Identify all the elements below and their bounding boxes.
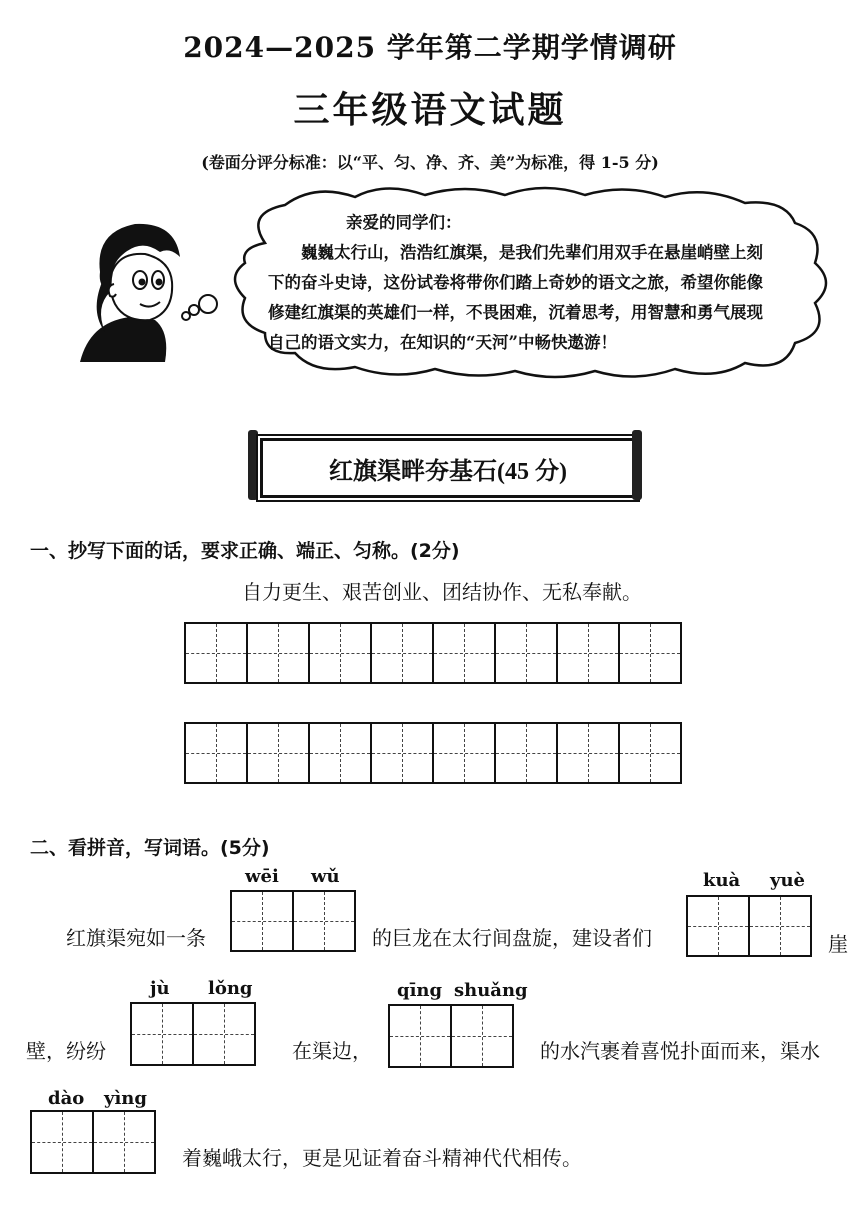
answer-box-kua-yue[interactable] (686, 895, 812, 957)
writing-cell[interactable] (556, 622, 620, 684)
writing-cell[interactable] (494, 722, 558, 784)
pinyin-long: lǒng (208, 978, 253, 999)
copy-sentence: 自力更生、艰苦创业、团结协作、无私奉献。 (242, 580, 642, 604)
writing-cell[interactable] (92, 1110, 156, 1174)
passage-text-6: 的水汽裹着喜悦扑面而来，渠水 (540, 1039, 820, 1063)
pinyin-ying: yìng (104, 1088, 147, 1109)
answer-box-wei-wu[interactable] (230, 890, 356, 952)
question-1-title: 一、抄写下面的话，要求正确、端正、匀称。(2分) (30, 540, 460, 562)
writing-cell[interactable] (686, 895, 750, 957)
writing-cell[interactable] (618, 722, 682, 784)
writing-cell[interactable] (450, 1004, 514, 1068)
passage-text-3: 崖 (828, 932, 848, 956)
pinyin-ju: jù (150, 978, 170, 999)
passage-text-7: 着巍峨太行，更是见证着奋斗精神代代相传。 (182, 1146, 582, 1170)
writing-cell[interactable] (246, 622, 310, 684)
question-2-title: 二、看拼音，写词语。(5分) (30, 837, 270, 859)
writing-cell[interactable] (388, 1004, 452, 1068)
pinyin-wu: wǔ (311, 866, 340, 887)
writing-grid-row-1[interactable] (184, 622, 682, 684)
pinyin-dao: dào (48, 1088, 85, 1109)
writing-cell[interactable] (432, 722, 496, 784)
cloud-message (268, 208, 778, 358)
cloud-body: 巍巍太行山，浩浩红旗渠，是我们先辈们用双手在悬崖峭壁上刻下的奋斗史诗，这份试卷将带你们踏上奇妙的语文之旅，希望你能像修建红旗渠的英雄们一样，不畏困难，沉着思考，用智慧和勇气展现自己的语文实力，在知识的“天河”中畅快遨游！ (268, 243, 763, 352)
pinyin-shuang: shuǎng (454, 980, 528, 1001)
cloud-greeting: 亲爱的同学们： (346, 213, 462, 232)
banner-frame (260, 438, 636, 498)
writing-cell[interactable] (308, 622, 372, 684)
writing-cell[interactable] (370, 722, 434, 784)
writing-cell[interactable] (130, 1002, 194, 1066)
exam-term-title: 2024—2025 学年第二学期学情调研 (183, 31, 677, 64)
writing-cell[interactable] (370, 622, 434, 684)
writing-cell[interactable] (618, 622, 682, 684)
pinyin-yue: yuè (770, 870, 805, 891)
scroll-roll-left (248, 430, 258, 500)
pinyin-wei: wēi (245, 866, 279, 887)
pinyin-qing: qīng (397, 980, 443, 1001)
writing-cell[interactable] (292, 890, 356, 952)
banner-title: 红旗渠畔夯基石(45 分) (329, 458, 567, 485)
pinyin-kua: kuà (703, 870, 741, 891)
writing-cell[interactable] (184, 622, 248, 684)
writing-cell[interactable] (748, 895, 812, 957)
writing-cell[interactable] (30, 1110, 94, 1174)
section-banner (246, 430, 646, 502)
writing-cell[interactable] (246, 722, 310, 784)
writing-cell[interactable] (230, 890, 294, 952)
writing-cell[interactable] (432, 622, 496, 684)
scoring-note: (卷面分评分标准：以“平、匀、净、齐、美”为标准，得 1-5 分) (201, 153, 659, 172)
passage-text-2: 的巨龙在太行间盘旋，建设者们 (372, 926, 652, 950)
passage-text-1: 红旗渠宛如一条 (66, 926, 206, 950)
writing-cell[interactable] (184, 722, 248, 784)
writing-grid-row-2[interactable] (184, 722, 682, 784)
writing-cell[interactable] (308, 722, 372, 784)
writing-cell[interactable] (556, 722, 620, 784)
passage-text-5: 在渠边， (292, 1039, 372, 1063)
writing-cell[interactable] (192, 1002, 256, 1066)
passage-text-4: 壁，纷纷 (26, 1039, 106, 1063)
answer-box-qing-shuang[interactable] (388, 1004, 514, 1068)
scroll-roll-right (632, 430, 642, 500)
writing-cell[interactable] (494, 622, 558, 684)
answer-box-dao-ying[interactable] (30, 1110, 156, 1174)
exam-subject-title: 三年级语文试题 (293, 89, 567, 131)
answer-box-ju-long[interactable] (130, 1002, 256, 1066)
student-illustration (70, 212, 230, 372)
